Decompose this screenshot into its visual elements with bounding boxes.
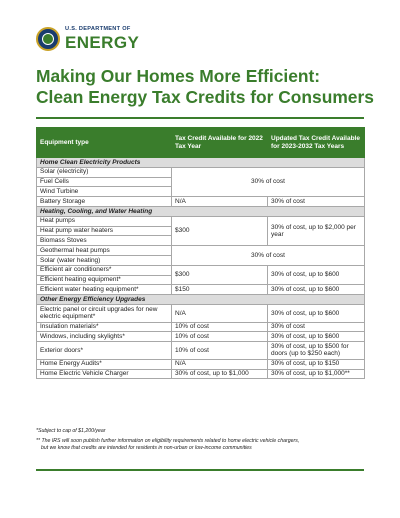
- equipment-cell: Insulation materials*: [37, 322, 172, 332]
- credit-updated-cell: 30% of cost, up to $150: [268, 359, 365, 369]
- category-clean-electricity: Home Clean Electricity Products: [37, 158, 365, 168]
- credit-2022-cell: N/A: [172, 304, 268, 322]
- page-title: [36, 66, 374, 108]
- equipment-cell: Home Electric Vehicle Charger: [37, 369, 172, 379]
- footnote-cap: *Subject to cap of $1,200/year: [36, 428, 106, 434]
- table-row: [37, 285, 365, 295]
- credit-updated-cell: 30% of cost: [268, 322, 365, 332]
- credit-2022-cell: 10% of cost: [172, 332, 268, 342]
- org-large-text: ENERGY: [65, 32, 140, 52]
- footnote-ev-chargers: [36, 438, 299, 451]
- category-row: [37, 206, 365, 216]
- credit-2022-cell: 10% of cost: [172, 342, 268, 360]
- credit-2022-cell: 30% of cost, up to $1,000: [172, 369, 268, 379]
- credit-updated-cell: 30% of cost, up to $600: [268, 265, 365, 285]
- table-row: [37, 322, 365, 332]
- equipment-cell: Efficient air conditioners*: [37, 265, 172, 275]
- credit-updated-cell: 30% of cost, up to $600: [268, 304, 365, 322]
- table-row: [37, 167, 365, 177]
- equipment-cell: Electric panel or circuit upgrades for new electric equipment*: [37, 304, 172, 322]
- credit-2022-cell: $300: [172, 216, 268, 245]
- table-row: [37, 332, 365, 342]
- credit-updated-cell: 30% of cost, up to $600: [268, 332, 365, 342]
- equipment-cell: Efficient heating equipment*: [37, 275, 172, 285]
- table-row: [37, 216, 365, 226]
- credit-2022-cell: $150: [172, 285, 268, 295]
- credit-cell: 30% of cost: [172, 167, 365, 196]
- table-row: [37, 197, 365, 207]
- table-row: [37, 359, 365, 369]
- header-equipment: Equipment type: [37, 128, 172, 158]
- category-other-upgrades: Other Energy Efficiency Upgrades: [37, 295, 365, 305]
- title-line-1: Making Our Homes More Efficient:: [36, 66, 321, 86]
- credit-updated-cell: 30% of cost, up to $500 for doors (up to $250 each): [268, 342, 365, 360]
- credit-updated-cell: 30% of cost, up to $600: [268, 285, 365, 295]
- tax-credit-table: [36, 127, 365, 379]
- equipment-cell: Geothermal heat pumps: [37, 246, 172, 256]
- equipment-cell: Exterior doors*: [37, 342, 172, 360]
- equipment-cell: Efficient water heating equipment*: [37, 285, 172, 295]
- org-small-text: U.S. DEPARTMENT OF: [65, 26, 131, 33]
- doe-seal-icon: [36, 27, 60, 51]
- credit-updated-cell: 30% of cost, up to $1,000**: [268, 369, 365, 379]
- category-heating-cooling: Heating, Cooling, and Water Heating: [37, 206, 365, 216]
- equipment-cell: Fuel Cells: [37, 177, 172, 187]
- bottom-divider: [36, 469, 364, 471]
- equipment-cell: Heat pumps: [37, 216, 172, 226]
- credit-cell: 30% of cost: [172, 246, 365, 266]
- table-row: [37, 265, 365, 275]
- equipment-cell: Biomass Stoves: [37, 236, 172, 246]
- equipment-cell: Solar (electricity): [37, 167, 172, 177]
- equipment-cell: Wind Turbine: [37, 187, 172, 197]
- footnote-ev-line-1: ** The IRS will soon publish further information on eligibility requirements related to home electric vehicle chargers,: [36, 438, 300, 444]
- doe-logo: [36, 24, 139, 54]
- table-row: [37, 342, 365, 360]
- credit-2022-cell: $300: [172, 265, 268, 285]
- equipment-cell: Home Energy Audits*: [37, 359, 172, 369]
- table-row: [37, 304, 365, 322]
- credit-2022-cell: N/A: [172, 359, 268, 369]
- top-divider: [36, 117, 364, 119]
- credit-2022-cell: 10% of cost: [172, 322, 268, 332]
- equipment-cell: Battery Storage: [37, 197, 172, 207]
- credit-updated-cell: 30% of cost, up to $2,000 per year: [268, 216, 365, 245]
- header-2022: Tax Credit Available for 2022 Tax Year: [172, 128, 268, 158]
- category-row: [37, 295, 365, 305]
- credit-updated-cell: 30% of cost: [268, 197, 365, 207]
- equipment-cell: Heat pump water heaters: [37, 226, 172, 236]
- table-row: [37, 246, 365, 256]
- equipment-cell: Solar (water heating): [37, 255, 172, 265]
- table-row: [37, 369, 365, 379]
- equipment-cell: Windows, including skylights*: [37, 332, 172, 342]
- title-line-2: Clean Energy Tax Credits for Consumers: [36, 87, 374, 107]
- credit-2022-cell: N/A: [172, 197, 268, 207]
- header-2023-2032: Updated Tax Credit Available for 2023-2032 Tax Years: [268, 128, 365, 158]
- doe-wordmark: [65, 27, 139, 51]
- category-row: [37, 158, 365, 168]
- footnote-ev-line-2: but we know that credits are intended for residents in non-urban or low-income communities: [41, 444, 252, 451]
- table-header-row: [37, 128, 365, 158]
